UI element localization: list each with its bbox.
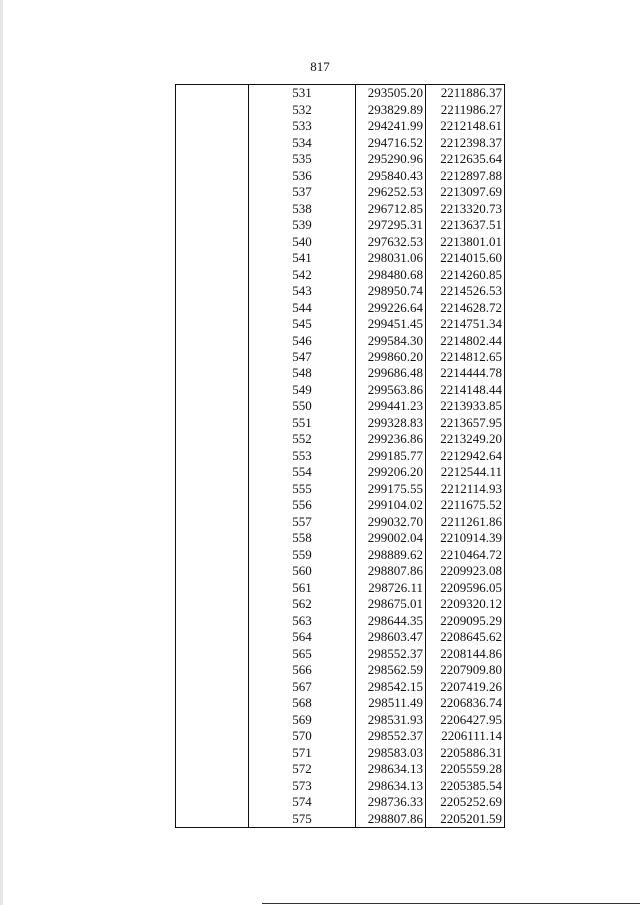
table-row (176, 777, 505, 793)
y-coordinate-cell: 2208144.86 (426, 645, 505, 661)
point-number-cell: 549 (249, 382, 356, 398)
table-row (176, 398, 505, 414)
x-coordinate-cell: 294716.52 (356, 134, 426, 150)
table-row (176, 250, 505, 266)
blank-cell (176, 233, 249, 249)
y-coordinate-cell: 2205886.31 (426, 744, 505, 760)
y-coordinate-cell: 2212635.64 (426, 151, 505, 167)
point-number-cell: 542 (249, 266, 356, 282)
y-coordinate-cell: 2210464.72 (426, 547, 505, 563)
y-coordinate-cell: 2206836.74 (426, 695, 505, 711)
blank-cell (176, 299, 249, 315)
point-number-cell: 537 (249, 184, 356, 200)
y-coordinate-cell: 2212544.11 (426, 464, 505, 480)
blank-cell (176, 316, 249, 332)
x-coordinate-cell: 298889.62 (356, 547, 426, 563)
table-row (176, 118, 505, 134)
blank-cell (176, 662, 249, 678)
x-coordinate-cell: 298583.03 (356, 744, 426, 760)
point-number-cell: 571 (249, 744, 356, 760)
point-number-cell: 573 (249, 777, 356, 793)
x-coordinate-cell: 298031.06 (356, 250, 426, 266)
point-number-cell: 559 (249, 547, 356, 563)
y-coordinate-cell: 2211675.52 (426, 497, 505, 513)
table-row (176, 448, 505, 464)
x-coordinate-cell: 298480.68 (356, 266, 426, 282)
point-number-cell: 532 (249, 101, 356, 117)
point-number-cell: 534 (249, 134, 356, 150)
point-number-cell: 557 (249, 514, 356, 530)
x-coordinate-cell: 299032.70 (356, 514, 426, 530)
y-coordinate-cell: 2214260.85 (426, 266, 505, 282)
x-coordinate-cell: 298511.49 (356, 695, 426, 711)
y-coordinate-cell: 2209596.05 (426, 580, 505, 596)
point-number-cell: 544 (249, 299, 356, 315)
x-coordinate-cell: 299002.04 (356, 530, 426, 546)
table-row (176, 695, 505, 711)
table-row (176, 233, 505, 249)
x-coordinate-cell: 295840.43 (356, 167, 426, 183)
blank-cell (176, 613, 249, 629)
blank-cell (176, 794, 249, 810)
y-coordinate-cell: 2213801.01 (426, 233, 505, 249)
blank-cell (176, 810, 249, 827)
y-coordinate-cell: 2213657.95 (426, 415, 505, 431)
blank-cell (176, 777, 249, 793)
table-row (176, 629, 505, 645)
table-row (176, 678, 505, 694)
point-number-cell: 556 (249, 497, 356, 513)
blank-cell (176, 678, 249, 694)
y-coordinate-cell: 2206111.14 (426, 728, 505, 744)
x-coordinate-cell: 299451.45 (356, 316, 426, 332)
point-number-cell: 539 (249, 217, 356, 233)
y-coordinate-cell: 2214444.78 (426, 365, 505, 381)
point-number-cell: 536 (249, 167, 356, 183)
x-coordinate-cell: 298644.35 (356, 613, 426, 629)
point-number-cell: 563 (249, 613, 356, 629)
table-row (176, 217, 505, 233)
y-coordinate-cell: 2212114.93 (426, 481, 505, 497)
blank-cell (176, 481, 249, 497)
table-row (176, 134, 505, 150)
point-number-cell: 568 (249, 695, 356, 711)
point-number-cell: 533 (249, 118, 356, 134)
y-coordinate-cell: 2209320.12 (426, 596, 505, 612)
table-row (176, 497, 505, 513)
table-row (176, 580, 505, 596)
blank-cell (176, 530, 249, 546)
point-number-cell: 572 (249, 761, 356, 777)
blank-cell (176, 761, 249, 777)
blank-cell (176, 134, 249, 150)
y-coordinate-cell: 2208645.62 (426, 629, 505, 645)
table-row (176, 662, 505, 678)
y-coordinate-cell: 2210914.39 (426, 530, 505, 546)
point-number-cell: 538 (249, 200, 356, 216)
coordinates-table (175, 84, 505, 828)
blank-cell (176, 415, 249, 431)
y-coordinate-cell: 2214812.65 (426, 349, 505, 365)
blank-cell (176, 629, 249, 645)
point-number-cell: 550 (249, 398, 356, 414)
x-coordinate-cell: 298552.37 (356, 728, 426, 744)
point-number-cell: 569 (249, 711, 356, 727)
blank-cell (176, 728, 249, 744)
table-row (176, 283, 505, 299)
blank-cell (176, 332, 249, 348)
blank-cell (176, 365, 249, 381)
point-number-cell: 570 (249, 728, 356, 744)
blank-cell (176, 118, 249, 134)
y-coordinate-cell: 2212897.88 (426, 167, 505, 183)
y-coordinate-cell: 2214751.34 (426, 316, 505, 332)
y-coordinate-cell: 2212398.37 (426, 134, 505, 150)
blank-cell (176, 382, 249, 398)
y-coordinate-cell: 2213249.20 (426, 431, 505, 447)
x-coordinate-cell: 299104.02 (356, 497, 426, 513)
x-coordinate-cell: 299441.23 (356, 398, 426, 414)
y-coordinate-cell: 2205252.69 (426, 794, 505, 810)
blank-cell (176, 580, 249, 596)
y-coordinate-cell: 2213097.69 (426, 184, 505, 200)
table-row (176, 530, 505, 546)
blank-cell (176, 711, 249, 727)
blank-cell (176, 167, 249, 183)
blank-cell (176, 514, 249, 530)
blank-cell (176, 184, 249, 200)
blank-cell (176, 464, 249, 480)
point-number-cell: 566 (249, 662, 356, 678)
point-number-cell: 543 (249, 283, 356, 299)
point-number-cell: 555 (249, 481, 356, 497)
x-coordinate-cell: 298807.86 (356, 810, 426, 827)
x-coordinate-cell: 299206.20 (356, 464, 426, 480)
point-number-cell: 548 (249, 365, 356, 381)
point-number-cell: 541 (249, 250, 356, 266)
table-row (176, 365, 505, 381)
y-coordinate-cell: 2205385.54 (426, 777, 505, 793)
point-number-cell: 547 (249, 349, 356, 365)
table-row (176, 810, 505, 827)
x-coordinate-cell: 299185.77 (356, 448, 426, 464)
x-coordinate-cell: 293829.89 (356, 101, 426, 117)
blank-cell (176, 497, 249, 513)
table-row (176, 85, 505, 102)
y-coordinate-cell: 2207419.26 (426, 678, 505, 694)
point-number-cell: 561 (249, 580, 356, 596)
y-coordinate-cell: 2207909.80 (426, 662, 505, 678)
blank-cell (176, 101, 249, 117)
table-row (176, 266, 505, 282)
x-coordinate-cell: 298634.13 (356, 761, 426, 777)
table-row (176, 547, 505, 563)
blank-cell (176, 200, 249, 216)
point-number-cell: 562 (249, 596, 356, 612)
blank-cell (176, 448, 249, 464)
y-coordinate-cell: 2214148.44 (426, 382, 505, 398)
x-coordinate-cell: 299563.86 (356, 382, 426, 398)
x-coordinate-cell: 296712.85 (356, 200, 426, 216)
table-row (176, 151, 505, 167)
x-coordinate-cell: 299584.30 (356, 332, 426, 348)
x-coordinate-cell: 298736.33 (356, 794, 426, 810)
point-number-cell: 546 (249, 332, 356, 348)
blank-cell (176, 85, 249, 102)
x-coordinate-cell: 298726.11 (356, 580, 426, 596)
table-row (176, 728, 505, 744)
x-coordinate-cell: 298531.93 (356, 711, 426, 727)
x-coordinate-cell: 294241.99 (356, 118, 426, 134)
y-coordinate-cell: 2214628.72 (426, 299, 505, 315)
x-coordinate-cell: 298950.74 (356, 283, 426, 299)
table-row (176, 415, 505, 431)
x-coordinate-cell: 297295.31 (356, 217, 426, 233)
point-number-cell: 531 (249, 85, 356, 102)
page-number: 817 (310, 59, 330, 74)
table-row (176, 744, 505, 760)
x-coordinate-cell: 296252.53 (356, 184, 426, 200)
y-coordinate-cell: 2212148.61 (426, 118, 505, 134)
table-row (176, 167, 505, 183)
blank-cell (176, 596, 249, 612)
table-row (176, 711, 505, 727)
x-coordinate-cell: 299686.48 (356, 365, 426, 381)
point-number-cell: 564 (249, 629, 356, 645)
x-coordinate-cell: 299328.83 (356, 415, 426, 431)
table-row (176, 613, 505, 629)
table-row (176, 332, 505, 348)
table-row (176, 481, 505, 497)
x-coordinate-cell: 298562.59 (356, 662, 426, 678)
y-coordinate-cell: 2213637.51 (426, 217, 505, 233)
x-coordinate-cell: 299175.55 (356, 481, 426, 497)
y-coordinate-cell: 2211986.27 (426, 101, 505, 117)
y-coordinate-cell: 2209923.08 (426, 563, 505, 579)
y-coordinate-cell: 2211261.86 (426, 514, 505, 530)
table-row (176, 382, 505, 398)
y-coordinate-cell: 2214526.53 (426, 283, 505, 299)
x-coordinate-cell: 298807.86 (356, 563, 426, 579)
x-coordinate-cell: 298634.13 (356, 777, 426, 793)
blank-cell (176, 431, 249, 447)
blank-cell (176, 217, 249, 233)
blank-cell (176, 398, 249, 414)
point-number-cell: 545 (249, 316, 356, 332)
blank-cell (176, 283, 249, 299)
table-row (176, 563, 505, 579)
blank-cell (176, 250, 249, 266)
point-number-cell: 540 (249, 233, 356, 249)
point-number-cell: 553 (249, 448, 356, 464)
table-row (176, 514, 505, 530)
table-row (176, 101, 505, 117)
y-coordinate-cell: 2209095.29 (426, 613, 505, 629)
blank-cell (176, 151, 249, 167)
y-coordinate-cell: 2206427.95 (426, 711, 505, 727)
point-number-cell: 567 (249, 678, 356, 694)
x-coordinate-cell: 295290.96 (356, 151, 426, 167)
point-number-cell: 535 (249, 151, 356, 167)
table-row (176, 299, 505, 315)
point-number-cell: 565 (249, 645, 356, 661)
point-number-cell: 560 (249, 563, 356, 579)
table-row (176, 184, 505, 200)
x-coordinate-cell: 293505.20 (356, 85, 426, 102)
y-coordinate-cell: 2213933.85 (426, 398, 505, 414)
y-coordinate-cell: 2205559.28 (426, 761, 505, 777)
table-row (176, 349, 505, 365)
blank-cell (176, 563, 249, 579)
blank-cell (176, 744, 249, 760)
scan-edge-shadow (0, 0, 3, 905)
table-row (176, 200, 505, 216)
coordinates-table-body (176, 85, 505, 828)
table-row (176, 464, 505, 480)
x-coordinate-cell: 298552.37 (356, 645, 426, 661)
x-coordinate-cell: 299236.86 (356, 431, 426, 447)
table-row (176, 645, 505, 661)
table-row (176, 596, 505, 612)
point-number-cell: 551 (249, 415, 356, 431)
point-number-cell: 575 (249, 810, 356, 827)
point-number-cell: 558 (249, 530, 356, 546)
y-coordinate-cell: 2214015.60 (426, 250, 505, 266)
x-coordinate-cell: 298542.15 (356, 678, 426, 694)
y-coordinate-cell: 2211886.37 (426, 85, 505, 102)
y-coordinate-cell: 2213320.73 (426, 200, 505, 216)
point-number-cell: 554 (249, 464, 356, 480)
y-coordinate-cell: 2205201.59 (426, 810, 505, 827)
blank-cell (176, 349, 249, 365)
x-coordinate-cell: 299226.64 (356, 299, 426, 315)
y-coordinate-cell: 2214802.44 (426, 332, 505, 348)
bottom-rule (262, 903, 640, 904)
blank-cell (176, 547, 249, 563)
table-row (176, 431, 505, 447)
table-row (176, 794, 505, 810)
x-coordinate-cell: 297632.53 (356, 233, 426, 249)
blank-cell (176, 645, 249, 661)
x-coordinate-cell: 298603.47 (356, 629, 426, 645)
blank-cell (176, 266, 249, 282)
point-number-cell: 574 (249, 794, 356, 810)
table-row (176, 761, 505, 777)
table-row (176, 316, 505, 332)
x-coordinate-cell: 298675.01 (356, 596, 426, 612)
blank-cell (176, 695, 249, 711)
x-coordinate-cell: 299860.20 (356, 349, 426, 365)
point-number-cell: 552 (249, 431, 356, 447)
y-coordinate-cell: 2212942.64 (426, 448, 505, 464)
